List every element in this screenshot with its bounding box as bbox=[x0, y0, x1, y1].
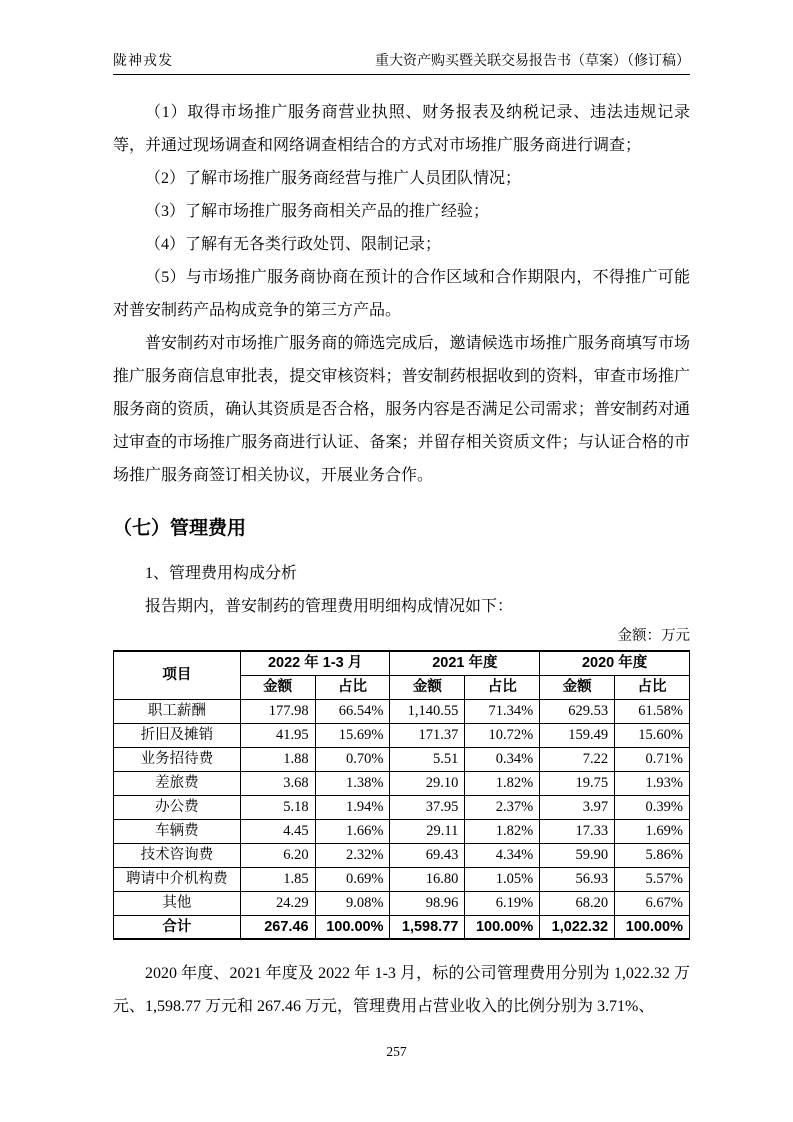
row-value: 66.54% bbox=[315, 699, 390, 723]
header-document-title: 重大资产购买暨关联交易报告书（草案）（修订稿） bbox=[375, 54, 690, 69]
row-value: 4.45 bbox=[240, 819, 315, 843]
row-value: 4.34% bbox=[465, 843, 540, 867]
row-label: 业务招待费 bbox=[114, 747, 241, 771]
running-header bbox=[113, 0, 690, 75]
row-value: 171.37 bbox=[390, 723, 465, 747]
table-row bbox=[114, 723, 690, 747]
row-value: 19.75 bbox=[540, 771, 615, 795]
table-row bbox=[114, 795, 690, 819]
row-value: 37.95 bbox=[390, 795, 465, 819]
row-value: 2.37% bbox=[465, 795, 540, 819]
row-value: 0.34% bbox=[465, 747, 540, 771]
row-value: 5.57% bbox=[615, 867, 690, 891]
row-value: 2.32% bbox=[315, 843, 390, 867]
row-value: 1.66% bbox=[315, 819, 390, 843]
row-value: 0.71% bbox=[615, 747, 690, 771]
table-row bbox=[114, 843, 690, 867]
row-value: 1.93% bbox=[615, 771, 690, 795]
paragraph-item-2: （2）了解市场推广服务商经营与推广人员团队情况； bbox=[145, 170, 522, 187]
row-value: 1.85 bbox=[240, 867, 315, 891]
row-label: 车辆费 bbox=[114, 819, 241, 843]
row-value: 5.18 bbox=[240, 795, 315, 819]
page-content bbox=[113, 75, 690, 1023]
table-row bbox=[114, 819, 690, 843]
row-value: 17.33 bbox=[540, 819, 615, 843]
row-value: 267.46 bbox=[240, 915, 315, 939]
paragraph-item-5: （5）与市场推广服务商协商在预计的合作区域和合作期限内，不得推广可能对普安制药产品构成竞争的第三方产品。 bbox=[113, 269, 690, 319]
row-value: 5.86% bbox=[615, 843, 690, 867]
row-value: 629.53 bbox=[540, 699, 615, 723]
row-value: 69.43 bbox=[390, 843, 465, 867]
row-value: 3.68 bbox=[240, 771, 315, 795]
unit-note: 金额：万元 bbox=[617, 628, 690, 644]
row-label: 其他 bbox=[114, 891, 241, 915]
admin-expense-table bbox=[113, 650, 690, 940]
row-value: 1.82% bbox=[465, 771, 540, 795]
row-value: 0.39% bbox=[615, 795, 690, 819]
row-value: 1.88 bbox=[240, 747, 315, 771]
row-label: 合计 bbox=[114, 915, 241, 939]
row-value: 1.94% bbox=[315, 795, 390, 819]
col-header-item: 项目 bbox=[114, 651, 241, 699]
row-value: 1.82% bbox=[465, 819, 540, 843]
row-value: 61.58% bbox=[615, 699, 690, 723]
row-value: 100.00% bbox=[615, 915, 690, 939]
col-header-period-2021: 2021 年度 bbox=[390, 651, 540, 675]
row-value: 10.72% bbox=[465, 723, 540, 747]
row-value: 1.38% bbox=[315, 771, 390, 795]
col-header-amount: 金额 bbox=[390, 675, 465, 699]
col-header-amount: 金额 bbox=[540, 675, 615, 699]
col-header-amount: 金额 bbox=[240, 675, 315, 699]
row-value: 29.11 bbox=[390, 819, 465, 843]
table-intro-line: 报告期内，普安制药的管理费用明细构成情况如下： bbox=[145, 598, 514, 615]
expense-table-body bbox=[114, 699, 690, 939]
row-value: 29.10 bbox=[390, 771, 465, 795]
paragraph-item-4: （4）了解有无各类行政处罚、限制记录； bbox=[145, 236, 442, 253]
section-heading: （七）管理费用 bbox=[113, 518, 247, 539]
col-header-period-2022: 2022 年 1-3 月 bbox=[240, 651, 390, 675]
row-value: 68.20 bbox=[540, 891, 615, 915]
row-value: 98.96 bbox=[390, 891, 465, 915]
row-value: 100.00% bbox=[315, 915, 390, 939]
row-label: 技术咨询费 bbox=[114, 843, 241, 867]
table-total-row bbox=[114, 915, 690, 939]
table-row bbox=[114, 891, 690, 915]
row-value: 15.60% bbox=[615, 723, 690, 747]
table-row bbox=[114, 771, 690, 795]
row-value: 6.19% bbox=[465, 891, 540, 915]
row-value: 24.29 bbox=[240, 891, 315, 915]
row-value: 177.98 bbox=[240, 699, 315, 723]
paragraph-item-1: （1）取得市场推广服务商营业执照、财务报表及纳税记录、违法违规记录等，并通过现场调查和网络调查相结合的方式对市场推广服务商进行调查； bbox=[113, 104, 690, 154]
row-value: 5.51 bbox=[390, 747, 465, 771]
table-row bbox=[114, 699, 690, 723]
row-value: 15.69% bbox=[315, 723, 390, 747]
row-value: 1.05% bbox=[465, 867, 540, 891]
row-label: 办公费 bbox=[114, 795, 241, 819]
sub-heading: 1、管理费用构成分析 bbox=[145, 565, 298, 582]
col-header-ratio: 占比 bbox=[615, 675, 690, 699]
row-value: 1,598.77 bbox=[390, 915, 465, 939]
row-value: 59.90 bbox=[540, 843, 615, 867]
row-value: 56.93 bbox=[540, 867, 615, 891]
row-value: 6.20 bbox=[240, 843, 315, 867]
row-value: 0.70% bbox=[315, 747, 390, 771]
row-label: 职工薪酬 bbox=[114, 699, 241, 723]
row-label: 折旧及摊销 bbox=[114, 723, 241, 747]
row-value: 159.49 bbox=[540, 723, 615, 747]
row-value: 16.80 bbox=[390, 867, 465, 891]
row-value: 41.95 bbox=[240, 723, 315, 747]
row-value: 6.67% bbox=[615, 891, 690, 915]
row-value: 100.00% bbox=[465, 915, 540, 939]
col-header-ratio: 占比 bbox=[315, 675, 390, 699]
table-header bbox=[114, 651, 690, 699]
closing-paragraph: 2020 年度、2021 年度及 2022 年 1-3 月，标的公司管理费用分别为 1,022.32 万元、1,598.77 万元和 267.46 万元，管理费用占营业收入的比例分别为 3.71%、 bbox=[113, 965, 690, 1015]
paragraph-screening-process: 普安制药对市场推广服务商的筛选完成后，邀请候选市场推广服务商填写市场推广服务商信息审批表，提交审核资料；普安制药根据收到的资料，审查市场推广服务商的资质，确认其资质是否合格，服务内容是否满足公司需求；普安制药对通过审查的市场推广服务商进行认证、备案；并留存相关资质文件；与认证合格的市场推广服务商签订相关协议，开展业务合作。 bbox=[113, 335, 690, 484]
row-value: 1,140.55 bbox=[390, 699, 465, 723]
paragraph-item-3: （3）了解市场推广服务商相关产品的推广经验； bbox=[145, 203, 490, 220]
header-company-name: 陇神戎发 bbox=[113, 54, 173, 69]
row-value: 3.97 bbox=[540, 795, 615, 819]
page-number: 257 bbox=[386, 1044, 407, 1059]
row-value: 0.69% bbox=[315, 867, 390, 891]
table-row bbox=[114, 747, 690, 771]
row-value: 1.69% bbox=[615, 819, 690, 843]
col-header-period-2020: 2020 年度 bbox=[540, 651, 690, 675]
row-label: 差旅费 bbox=[114, 771, 241, 795]
row-label: 聘请中介机构费 bbox=[114, 867, 241, 891]
row-value: 9.08% bbox=[315, 891, 390, 915]
table-row bbox=[114, 867, 690, 891]
row-value: 71.34% bbox=[465, 699, 540, 723]
row-value: 7.22 bbox=[540, 747, 615, 771]
col-header-ratio: 占比 bbox=[465, 675, 540, 699]
row-value: 1,022.32 bbox=[540, 915, 615, 939]
